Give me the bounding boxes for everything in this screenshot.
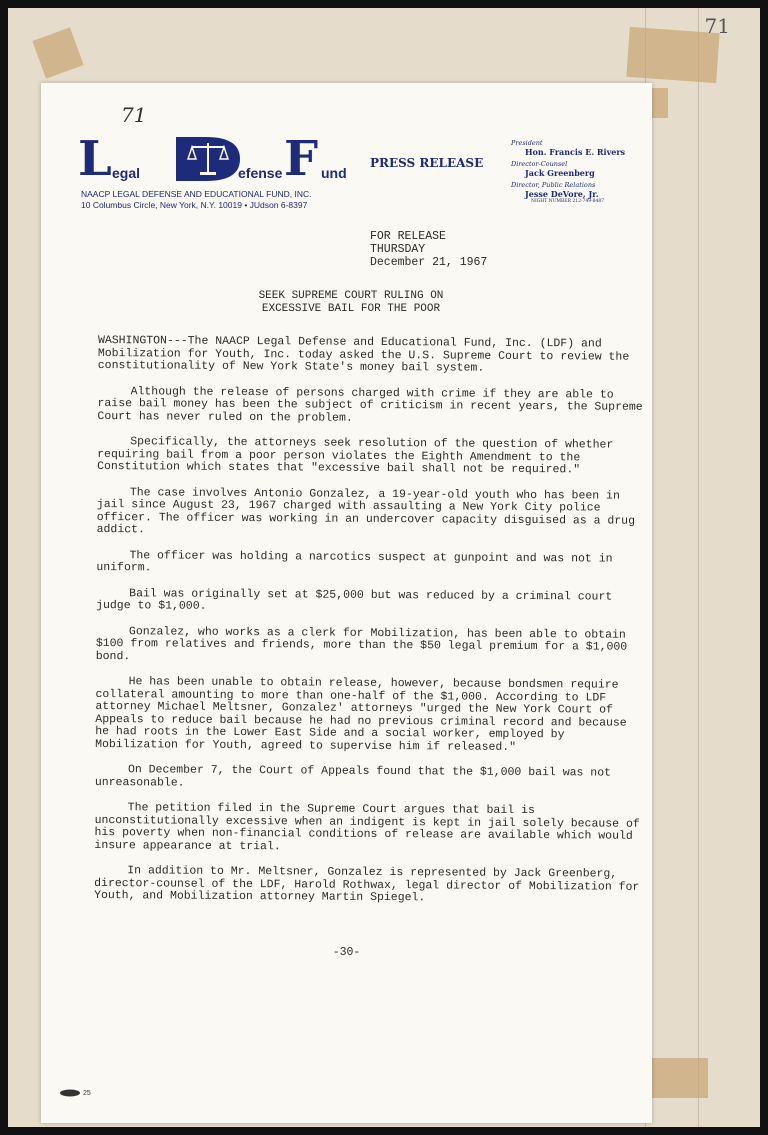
release-info bbox=[370, 230, 487, 269]
paragraph: On December 7, the Court of Appeals found that the $1,000 bail was not unreasonable. bbox=[94, 763, 612, 790]
union-bug-icon bbox=[59, 1089, 81, 1097]
paragraph: Gonzalez, who works as a clerk for Mobilization, has been able to obtain $100 from relatives and friends, more than the $50 legal premium for a $1,000 bond. bbox=[95, 624, 628, 663]
release-line: FOR RELEASE bbox=[370, 230, 446, 243]
corner-number: 25 bbox=[82, 1089, 91, 1097]
tape-mark bbox=[32, 27, 83, 78]
paragraph: The officer was holding a narcotics suspect at gunpoint and was not in uniform. bbox=[96, 548, 613, 575]
staff-role: President bbox=[511, 139, 543, 147]
ldf-logo bbox=[78, 131, 348, 187]
paragraph: Specifically, the attorneys seek resolution of the question of whether requiring bail from a poor person violates the Eighth Amendment to the Constitution which states that "excessive bail shall not be required." bbox=[97, 435, 614, 477]
headline-line: EXCESSIVE BAIL FOR THE POOR bbox=[261, 303, 441, 315]
staff-name: Hon. Francis E. Rivers bbox=[525, 147, 626, 157]
paragraph: He has been unable to obtain release, however, because bondsmen require collateral amounting to more than one-half of the $1,000. According to LDF attorney Michael Meltsner, Gonzalez' attorneys "urged the New York Court of Appeals to reduce bail because he had no previous criminal record and because he had roots in the Lower East Side and a social worker, employed by Mobilization for Youth, agreed to supervise him if released." bbox=[95, 675, 627, 754]
logo-word-defense: efense bbox=[238, 165, 283, 181]
organization-name: NAACP LEGAL DEFENSE AND EDUCATIONAL FUND, INC. bbox=[81, 189, 312, 199]
logo-letter-f: F bbox=[284, 131, 319, 187]
release-day: THURSDAY bbox=[370, 243, 426, 256]
organization-address: 10 Columbus Circle, New York, N.Y. 10019 • JUdson 6-8397 bbox=[81, 200, 308, 210]
staff-list bbox=[511, 139, 651, 204]
body-text bbox=[94, 335, 650, 919]
staff-role: Director-Counsel bbox=[511, 160, 568, 168]
logo-word-fund: und bbox=[321, 165, 347, 181]
staff-role: Director, Public Relations bbox=[511, 181, 596, 189]
paragraph: WASHINGTON---The NAACP Legal Defense and Educational Fund, Inc. (LDF) and Mobilization for Youth, Inc. today asked the U.S. Supreme Court to review the constitutionality of New York State's money bail system. bbox=[97, 334, 630, 375]
staff-name: Jack Greenberg bbox=[525, 168, 595, 178]
headline-line: SEEK SUPREME COURT RULING ON bbox=[258, 290, 444, 302]
release-date: December 21, 1967 bbox=[370, 256, 488, 269]
organization-info bbox=[81, 189, 312, 211]
scan-background bbox=[8, 8, 760, 1127]
press-release-page bbox=[41, 83, 652, 1123]
press-release-label: PRESS RELEASE bbox=[370, 156, 484, 170]
paragraph: The petition filed in the Supreme Court argues that bail is unconstitutionally excessive when an indigent is kept in jail solely because of his poverty when non-financial conditions of release are available which would insure appearance at trial. bbox=[94, 801, 640, 853]
handwritten-number: 71 bbox=[121, 103, 147, 127]
page-number: -30- bbox=[332, 946, 361, 959]
logo-word-legal: egal bbox=[112, 165, 141, 181]
scales-of-justice-icon bbox=[176, 137, 242, 181]
corner-mark bbox=[59, 1089, 91, 1097]
paragraph: Bail was originally set at $25,000 but was reduced by a criminal court judge to $1,000. bbox=[96, 586, 613, 613]
logo-letter-l: L bbox=[78, 131, 112, 187]
paragraph: The case involves Antonio Gonzalez, a 19-year-old youth who has been in jail since August 23, 1967 charged with assaulting a New York City police officer. The officer was working in an undercover capacity disguised as a drug addict. bbox=[96, 485, 636, 537]
folio-number: 71 bbox=[704, 14, 730, 38]
mount-line bbox=[698, 8, 699, 1127]
paragraph: Although the release of persons charged with crime if they are able to raise bail money has been the subject of criticism in recent years, the Supreme Court has never ruled on the problem. bbox=[97, 384, 643, 425]
staff-name: Jesse DeVore, Jr. bbox=[525, 189, 599, 199]
headline bbox=[221, 290, 481, 316]
paragraph: In addition to Mr. Meltsner, Gonzalez is represented by Jack Greenberg, director-counsel of the LDF, Harold Rothwax, legal director of Mobilization for Youth, and Mobilization attorney Martin Spiegel. bbox=[94, 864, 640, 905]
night-number: NIGHT NUMBER 212-749-8487 bbox=[531, 199, 605, 204]
tape-mark bbox=[648, 1058, 708, 1098]
